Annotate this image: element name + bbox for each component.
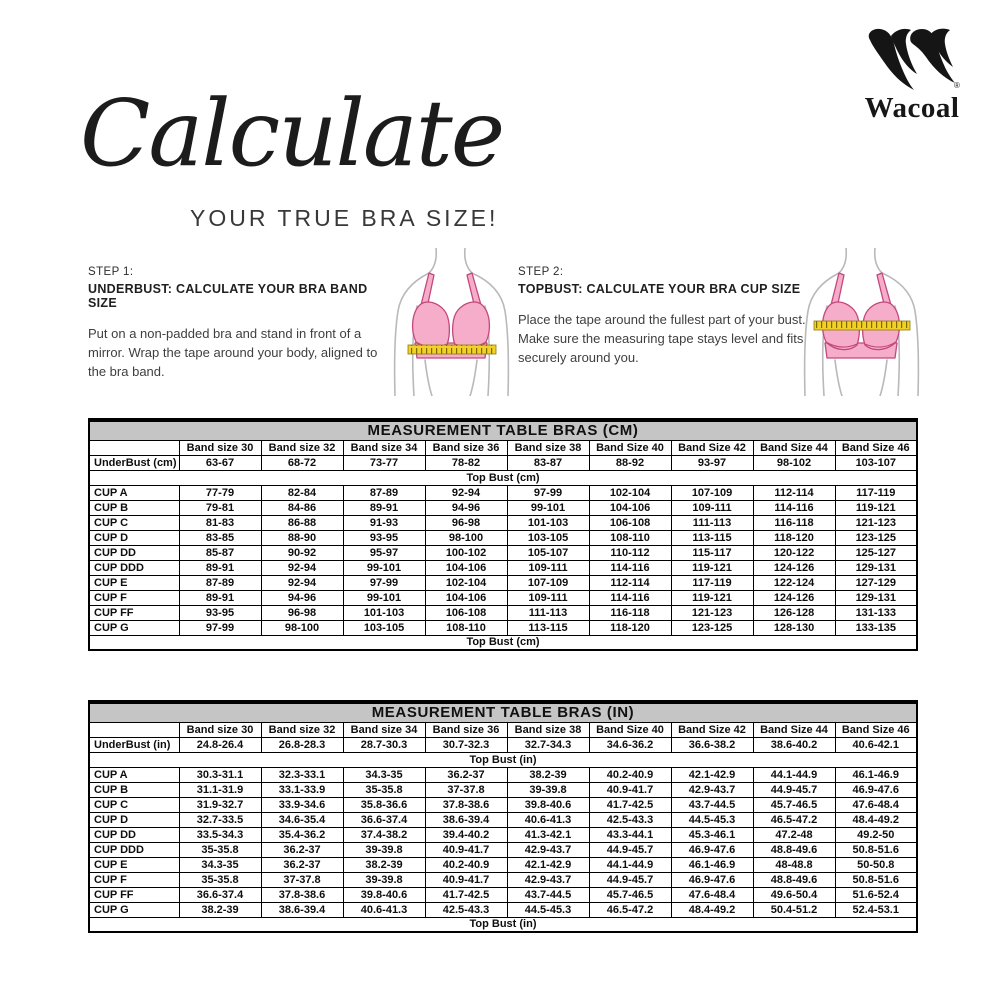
table-row: [89, 782, 917, 797]
cell: 46.5-47.2: [753, 812, 835, 827]
wacoal-logo-mark: [864, 26, 960, 94]
table-row: [89, 605, 917, 620]
cell: 28.7-30.3: [343, 737, 425, 752]
cell: 48.8-49.6: [753, 872, 835, 887]
cell: 98-100: [425, 530, 507, 545]
cell: 85-87: [179, 545, 261, 560]
table-row: [89, 902, 917, 917]
cell: 42.5-43.3: [589, 812, 671, 827]
cell: 49.2-50: [835, 827, 917, 842]
cell: 106-108: [425, 605, 507, 620]
row-label: CUP FF: [89, 887, 179, 902]
cell: 77-79: [179, 485, 261, 500]
column-header: [89, 440, 179, 455]
cell: 97-99: [507, 485, 589, 500]
cell: 114-116: [589, 560, 671, 575]
measurement-table-cm: [88, 418, 918, 651]
cell: 89-91: [179, 590, 261, 605]
cell: 42.9-43.7: [671, 782, 753, 797]
cell: 46.9-47.6: [835, 782, 917, 797]
cell: 38.2-39: [179, 902, 261, 917]
cell: 47.6-48.4: [835, 797, 917, 812]
cell: 39-39.8: [343, 872, 425, 887]
cell: 91-93: [343, 515, 425, 530]
page-title-script: Calculate: [80, 80, 504, 187]
row-label: CUP G: [89, 620, 179, 635]
cell: 118-120: [589, 620, 671, 635]
column-header: Band size 38: [507, 722, 589, 737]
cell: 114-116: [753, 500, 835, 515]
cell: 107-109: [507, 575, 589, 590]
measurement-table: [88, 700, 918, 933]
cell: 83-85: [179, 530, 261, 545]
cell: 84-86: [261, 500, 343, 515]
table-footer: Top Bust (in): [89, 917, 917, 932]
cell: 38.2-39: [507, 767, 589, 782]
table-row: [89, 842, 917, 857]
table-title: MEASUREMENT TABLE BRAS (CM): [89, 420, 917, 440]
column-header: Band Size 42: [671, 722, 753, 737]
cell: 99-101: [507, 500, 589, 515]
cell: 39-39.8: [343, 842, 425, 857]
cell: 30.7-32.3: [425, 737, 507, 752]
cell: 44.1-44.9: [589, 857, 671, 872]
cell: 94-96: [261, 590, 343, 605]
cell: 46.1-46.9: [671, 857, 753, 872]
cell: 34.6-35.4: [261, 812, 343, 827]
cell: 34.6-36.2: [589, 737, 671, 752]
column-header: [89, 722, 179, 737]
cell: 123-125: [671, 620, 753, 635]
cell: 39.4-40.2: [425, 827, 507, 842]
cell: 45.7-46.5: [753, 797, 835, 812]
row-label: CUP DDD: [89, 842, 179, 857]
cell: 50.8-51.6: [835, 872, 917, 887]
table-row: [89, 872, 917, 887]
cell: 42.1-42.9: [507, 857, 589, 872]
cell: 89-91: [343, 500, 425, 515]
cell: 42.5-43.3: [425, 902, 507, 917]
cell: 50.4-51.2: [753, 902, 835, 917]
cell: 94-96: [425, 500, 507, 515]
column-header: Band size 38: [507, 440, 589, 455]
cell: 37.4-38.2: [343, 827, 425, 842]
cell: 31.1-31.9: [179, 782, 261, 797]
cell: 116-118: [753, 515, 835, 530]
column-header: Band Size 44: [753, 722, 835, 737]
cell: 68-72: [261, 455, 343, 470]
row-label: CUP B: [89, 782, 179, 797]
cell: 41.7-42.5: [425, 887, 507, 902]
step-1-heading: UNDERBUST: CALCULATE YOUR BRA BAND SIZE: [88, 282, 368, 310]
cell: 112-114: [589, 575, 671, 590]
cell: 98-100: [261, 620, 343, 635]
column-header: Band size 32: [261, 440, 343, 455]
cell: 128-130: [753, 620, 835, 635]
cell: 46.5-47.2: [589, 902, 671, 917]
cell: 44.1-44.9: [753, 767, 835, 782]
cell: 48-48.8: [753, 857, 835, 872]
table-row: [89, 797, 917, 812]
column-header: Band Size 46: [835, 440, 917, 455]
cell: 47.2-48: [753, 827, 835, 842]
cell: 99-101: [343, 560, 425, 575]
cell: 111-113: [507, 605, 589, 620]
cell: 129-131: [835, 590, 917, 605]
cell: 101-103: [507, 515, 589, 530]
topbust-header: Top Bust (in): [89, 752, 917, 767]
cell: 34.3-35: [343, 767, 425, 782]
table-row: [89, 455, 917, 470]
cell: 87-89: [343, 485, 425, 500]
cell: 45.7-46.5: [589, 887, 671, 902]
cell: 119-121: [671, 590, 753, 605]
row-label: UnderBust (in): [89, 737, 179, 752]
wacoal-wordmark: Wacoal: [864, 92, 960, 124]
cell: 37.8-38.6: [425, 797, 507, 812]
cell: 109-111: [671, 500, 753, 515]
cell: 47.6-48.4: [671, 887, 753, 902]
cell: 52.4-53.1: [835, 902, 917, 917]
wacoal-logo: [852, 26, 972, 125]
cell: 90-92: [261, 545, 343, 560]
cell: 99-101: [343, 590, 425, 605]
column-header: Band Size 46: [835, 722, 917, 737]
cell: 115-117: [671, 545, 753, 560]
cell: 97-99: [179, 620, 261, 635]
step-1-body: Put on a non-padded bra and stand in front of a mirror. Wrap the tape around your body, aligned to the bra band.: [88, 326, 378, 379]
table-row: [89, 500, 917, 515]
cell: 46.1-46.9: [835, 767, 917, 782]
cell: 119-121: [671, 560, 753, 575]
cell: 106-108: [589, 515, 671, 530]
cell: 104-106: [425, 560, 507, 575]
cell: 40.2-40.9: [589, 767, 671, 782]
row-label: CUP G: [89, 902, 179, 917]
table-row: [89, 857, 917, 872]
row-label: CUP F: [89, 872, 179, 887]
column-header: Band size 36: [425, 440, 507, 455]
cell: 119-121: [835, 500, 917, 515]
cell: 88-92: [589, 455, 671, 470]
measuring-tape-underbust: [408, 345, 496, 354]
table-row: [89, 560, 917, 575]
cell: 24.8-26.4: [179, 737, 261, 752]
cell: 116-118: [589, 605, 671, 620]
cell: 43.7-44.5: [507, 887, 589, 902]
cell: 43.7-44.5: [671, 797, 753, 812]
cell: 82-84: [261, 485, 343, 500]
cell: 37.8-38.6: [261, 887, 343, 902]
cell: 36.6-37.4: [179, 887, 261, 902]
cell: 101-103: [343, 605, 425, 620]
measurement-table: [88, 418, 918, 651]
cell: 41.7-42.5: [589, 797, 671, 812]
table-row: [89, 485, 917, 500]
cell: 26.8-28.3: [261, 737, 343, 752]
cell: 36.2-37: [425, 767, 507, 782]
cell: 127-129: [835, 575, 917, 590]
cell: 97-99: [343, 575, 425, 590]
cell: 81-83: [179, 515, 261, 530]
cell: 104-106: [425, 590, 507, 605]
cell: 39.8-40.6: [507, 797, 589, 812]
cell: 38.6-39.4: [425, 812, 507, 827]
cell: 41.3-42.1: [507, 827, 589, 842]
cell: 109-111: [507, 560, 589, 575]
cell: 35.8-36.6: [343, 797, 425, 812]
row-label: CUP FF: [89, 605, 179, 620]
cell: 31.9-32.7: [179, 797, 261, 812]
column-header: Band size 34: [343, 722, 425, 737]
cell: 48.4-49.2: [671, 902, 753, 917]
cell: 103-105: [343, 620, 425, 635]
cell: 38.6-39.4: [261, 902, 343, 917]
cell: 48.8-49.6: [753, 842, 835, 857]
cell: 33.9-34.6: [261, 797, 343, 812]
step-1-label: STEP 1:: [88, 266, 134, 278]
cell: 40.6-41.3: [507, 812, 589, 827]
page-subtitle: YOUR TRUE BRA SIZE!: [190, 205, 499, 231]
cell: 35.4-36.2: [261, 827, 343, 842]
row-label: CUP DD: [89, 827, 179, 842]
row-label: CUP C: [89, 797, 179, 812]
cell: 39.8-40.6: [343, 887, 425, 902]
cell: 78-82: [425, 455, 507, 470]
cell: 35-35.8: [179, 872, 261, 887]
cell: 123-125: [835, 530, 917, 545]
table-row: [89, 590, 917, 605]
cell: 44.9-45.7: [753, 782, 835, 797]
table-row: [89, 827, 917, 842]
cell: 96-98: [261, 605, 343, 620]
cell: 36.2-37: [261, 842, 343, 857]
cell: 131-133: [835, 605, 917, 620]
cell: 36.6-38.2: [671, 737, 753, 752]
table-row: [89, 620, 917, 635]
step-2-heading: TOPBUST: CALCULATE YOUR BRA CUP SIZE: [518, 282, 801, 296]
cell: 93-97: [671, 455, 753, 470]
step-1-section: [88, 266, 398, 382]
column-header: Band Size 42: [671, 440, 753, 455]
cell: 32.7-33.5: [179, 812, 261, 827]
cell: 114-116: [589, 590, 671, 605]
cell: 126-128: [753, 605, 835, 620]
cell: 102-104: [425, 575, 507, 590]
cell: 44.9-45.7: [589, 872, 671, 887]
cell: 39-39.8: [507, 782, 589, 797]
cell: 73-77: [343, 455, 425, 470]
cell: 113-115: [671, 530, 753, 545]
registered-trademark-icon: ®: [954, 81, 960, 90]
column-header: Band size 30: [179, 440, 261, 455]
row-label: UnderBust (cm): [89, 455, 179, 470]
cell: 63-67: [179, 455, 261, 470]
cell: 45.3-46.1: [671, 827, 753, 842]
cell: 117-119: [835, 485, 917, 500]
cell: 105-107: [507, 545, 589, 560]
cell: 50.8-51.6: [835, 842, 917, 857]
table-row: [89, 737, 917, 752]
cell: 42.9-43.7: [507, 842, 589, 857]
cell: 40.2-40.9: [425, 857, 507, 872]
cell: 112-114: [753, 485, 835, 500]
step1-illustration: [386, 248, 518, 396]
cell: 117-119: [671, 575, 753, 590]
cell: 37-37.8: [261, 872, 343, 887]
cell: 96-98: [425, 515, 507, 530]
cell: 44.9-45.7: [589, 842, 671, 857]
cell: 102-104: [589, 485, 671, 500]
table-row: [89, 545, 917, 560]
cell: 32.3-33.1: [261, 767, 343, 782]
cell: 43.3-44.1: [589, 827, 671, 842]
row-label: CUP DDD: [89, 560, 179, 575]
cell: 93-95: [343, 530, 425, 545]
cell: 107-109: [671, 485, 753, 500]
cell: 50-50.8: [835, 857, 917, 872]
table-row: [89, 530, 917, 545]
cell: 111-113: [671, 515, 753, 530]
step-2-label: STEP 2:: [518, 266, 564, 278]
cell: 44.5-45.3: [507, 902, 589, 917]
cell: 121-123: [835, 515, 917, 530]
cell: 113-115: [507, 620, 589, 635]
cell: 42.1-42.9: [671, 767, 753, 782]
cell: 49.6-50.4: [753, 887, 835, 902]
cell: 100-102: [425, 545, 507, 560]
cell: 30.3-31.1: [179, 767, 261, 782]
row-label: CUP B: [89, 500, 179, 515]
topbust-header: Top Bust (cm): [89, 470, 917, 485]
table-row: [89, 575, 917, 590]
table-row: [89, 812, 917, 827]
cell: 124-126: [753, 590, 835, 605]
cell: 34.3-35: [179, 857, 261, 872]
cell: 103-105: [507, 530, 589, 545]
cell: 79-81: [179, 500, 261, 515]
cell: 95-97: [343, 545, 425, 560]
cell: 38.2-39: [343, 857, 425, 872]
table-row: [89, 767, 917, 782]
row-label: CUP DD: [89, 545, 179, 560]
row-label: CUP E: [89, 857, 179, 872]
table-row: [89, 887, 917, 902]
table-footer: Top Bust (cm): [89, 635, 917, 650]
cell: 104-106: [589, 500, 671, 515]
cell: 122-124: [753, 575, 835, 590]
column-header: Band size 34: [343, 440, 425, 455]
cell: 121-123: [671, 605, 753, 620]
row-label: CUP A: [89, 485, 179, 500]
cell: 40.6-42.1: [835, 737, 917, 752]
column-header: Band size 36: [425, 722, 507, 737]
cell: 48.4-49.2: [835, 812, 917, 827]
cell: 109-111: [507, 590, 589, 605]
step2-illustration: [796, 248, 928, 396]
column-header: Band size 30: [179, 722, 261, 737]
cell: 32.7-34.3: [507, 737, 589, 752]
row-label: CUP A: [89, 767, 179, 782]
cell: 37-37.8: [425, 782, 507, 797]
cell: 93-95: [179, 605, 261, 620]
cell: 46.9-47.6: [671, 842, 753, 857]
cell: 46.9-47.6: [671, 872, 753, 887]
measurement-table-in: [88, 700, 918, 933]
cell: 44.5-45.3: [671, 812, 753, 827]
cell: 92-94: [425, 485, 507, 500]
cell: 110-112: [589, 545, 671, 560]
cell: 88-90: [261, 530, 343, 545]
cell: 33.5-34.3: [179, 827, 261, 842]
step-2-body: Place the tape around the fullest part of your bust. Make sure the measuring tape stays level and fits securely around you.: [518, 312, 806, 365]
cell: 40.6-41.3: [343, 902, 425, 917]
cell: 108-110: [589, 530, 671, 545]
cell: 87-89: [179, 575, 261, 590]
cell: 108-110: [425, 620, 507, 635]
cell: 40.9-41.7: [589, 782, 671, 797]
row-label: CUP D: [89, 530, 179, 545]
cell: 36.2-37: [261, 857, 343, 872]
cell: 36.6-37.4: [343, 812, 425, 827]
cell: 125-127: [835, 545, 917, 560]
measuring-tape-topbust: [814, 321, 910, 330]
cell: 92-94: [261, 575, 343, 590]
cell: 33.1-33.9: [261, 782, 343, 797]
cell: 120-122: [753, 545, 835, 560]
cell: 133-135: [835, 620, 917, 635]
cell: 51.6-52.4: [835, 887, 917, 902]
column-header: Band Size 44: [753, 440, 835, 455]
cell: 118-120: [753, 530, 835, 545]
cell: 40.9-41.7: [425, 842, 507, 857]
step-2-section: [518, 266, 828, 368]
cell: 83-87: [507, 455, 589, 470]
column-header: Band Size 40: [589, 440, 671, 455]
row-label: CUP D: [89, 812, 179, 827]
cell: 92-94: [261, 560, 343, 575]
cell: 124-126: [753, 560, 835, 575]
cell: 38.6-40.2: [753, 737, 835, 752]
table-row: [89, 515, 917, 530]
cell: 42.9-43.7: [507, 872, 589, 887]
cell: 86-88: [261, 515, 343, 530]
row-label: CUP F: [89, 590, 179, 605]
table-title: MEASUREMENT TABLE BRAS (IN): [89, 702, 917, 722]
row-label: CUP E: [89, 575, 179, 590]
cell: 35-35.8: [179, 842, 261, 857]
cell: 35-35.8: [343, 782, 425, 797]
column-header: Band Size 40: [589, 722, 671, 737]
cell: 103-107: [835, 455, 917, 470]
cell: 98-102: [753, 455, 835, 470]
column-header: Band size 32: [261, 722, 343, 737]
cell: 89-91: [179, 560, 261, 575]
cell: 40.9-41.7: [425, 872, 507, 887]
row-label: CUP C: [89, 515, 179, 530]
cell: 129-131: [835, 560, 917, 575]
